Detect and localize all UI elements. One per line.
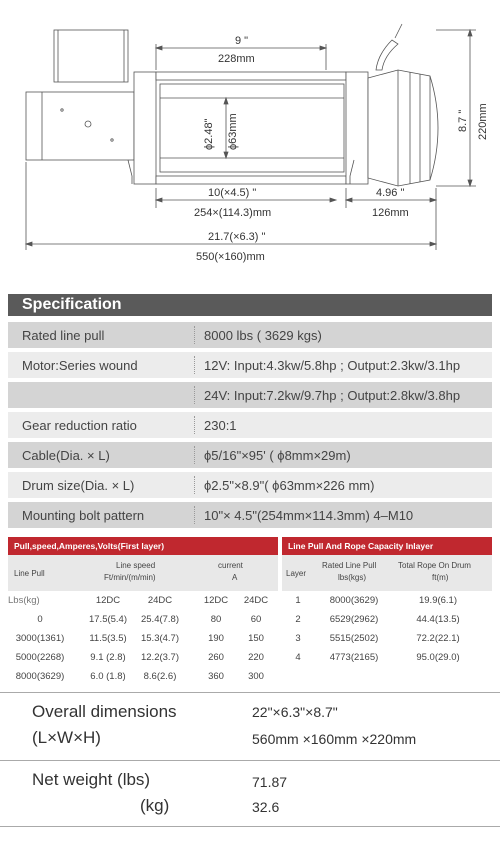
divider-bottom [0, 826, 500, 827]
spec-divider [194, 476, 195, 494]
unit-12dc-current: 12DC [203, 595, 229, 606]
dim-550mm: 550(×160)mm [196, 251, 265, 263]
spec-value: 230:1 [204, 418, 237, 433]
cell-rated: 5515(2502) [329, 633, 379, 644]
spec-row-motor-24v [8, 382, 492, 408]
cell-current-12: 190 [208, 633, 224, 644]
cell-total: 72.2(22.1) [416, 633, 460, 644]
cell-speed-24: 8.6(2.6) [143, 671, 177, 682]
cell-layer: 2 [295, 614, 301, 625]
unit-24dc-current: 24DC [243, 595, 269, 606]
dim-10x45in: 10(×4.5) " [208, 187, 257, 199]
spec-value: 10"× 4.5"(254mm×114.3mm) 4–M10 [204, 508, 414, 523]
dim-9in: 9 " [235, 35, 249, 47]
col-layer: Layer [286, 569, 307, 578]
net-weight-kg-value: 32.6 [252, 799, 280, 815]
net-weight-lbs-value: 71.87 [252, 774, 288, 790]
cell-speed-12: 9.1 (2.8) [90, 652, 126, 663]
cell-layer: 3 [295, 633, 301, 644]
spec-row-cable [8, 442, 492, 468]
cell-speed-12: 6.0 (1.8) [90, 671, 126, 682]
overall-dimensions-mm: 560mm ×160mm ×220mm [252, 731, 417, 747]
cell-current-12: 260 [208, 652, 224, 663]
spec-value: ϕ2.5"×8.9"( ϕ63mm×226 mm) [204, 478, 375, 493]
unit-12dc-speed: 12DC [95, 595, 121, 606]
divider-middle [0, 760, 500, 761]
dim-126mm: 126mm [372, 207, 409, 219]
spec-row-drum-size [8, 472, 492, 498]
spec-row-gear-ratio [8, 412, 492, 438]
cell-speed-24: 15.3(4.7) [140, 633, 180, 644]
spec-divider [194, 386, 195, 404]
col-line-speed-unit: Ft/min/(m/min) [104, 573, 156, 582]
cell-total: 95.0(29.0) [416, 652, 460, 663]
spec-value: ϕ5/16"×95' ( ϕ8mm×29m) [204, 448, 351, 463]
col-current-unit: A [232, 573, 238, 582]
rope-capacity-table-title: Line Pull And Rope Capacity Inlayer [288, 541, 434, 551]
spec-divider [194, 446, 195, 464]
cell-current-24: 60 [250, 614, 262, 625]
cell-speed-24: 25.4(7.8) [140, 614, 180, 625]
cell-current-24: 300 [248, 671, 264, 682]
spec-value: 12V: Input:4.3kw/5.8hp ; Output:2.3kw/3.1hp [204, 358, 461, 373]
overall-dimensions-label: Overall dimensions [32, 702, 177, 721]
spec-label: Drum size(Dia. × L) [22, 478, 135, 493]
spec-divider [194, 416, 195, 434]
rope-capacity-table-header [282, 537, 492, 555]
dim-220mm: 220mm [477, 103, 489, 140]
dim-phi-248in: ϕ2.48" [203, 118, 215, 150]
cell-layer: 1 [295, 595, 301, 606]
spec-divider [194, 506, 195, 524]
spec-label: Gear reduction ratio [22, 418, 137, 433]
dim-phi-63mm: ϕ63mm [227, 113, 239, 150]
spec-divider [194, 356, 195, 374]
divider-top [0, 692, 500, 693]
cell-current-24: 220 [248, 652, 264, 663]
unit-24dc-speed: 24DC [147, 595, 173, 606]
col-total-rope: Total Rope On Drum [398, 561, 471, 570]
spec-row-rated-line-pull [8, 322, 492, 348]
cell-rated: 4773(2165) [329, 652, 379, 663]
col-rated-line-pull: Rated Line Pull [322, 561, 377, 570]
pull-speed-table-title: Pull,speed,Amperes,Volts(First layer) [14, 541, 165, 551]
cell-total: 44.4(13.5) [416, 614, 460, 625]
specification-title: Specification [22, 296, 122, 313]
dim-254mm: 254×(114.3)mm [194, 207, 272, 219]
cell-current-24: 150 [248, 633, 264, 644]
dim-87in: 8.7 " [457, 109, 469, 132]
dim-228mm: 228mm [218, 53, 255, 65]
unit-lbs-kg: Lbs(kg) [8, 595, 40, 606]
cell-line-pull: 0 [37, 614, 43, 625]
spec-row-motor-12v [8, 352, 492, 378]
cell-rated: 8000(3629) [329, 595, 379, 606]
spec-value: 24V: Input:7.2kw/9.7hp ; Output:2.8kw/3.8hp [204, 388, 461, 403]
col-total-unit: ft(m) [432, 573, 449, 582]
spec-label: Rated line pull [22, 328, 105, 343]
cell-total: 19.9(6.1) [418, 595, 458, 606]
spec-value: 8000 lbs ( 3629 kgs) [204, 328, 322, 343]
rope-capacity-table-columns [282, 555, 492, 591]
col-current: current [218, 561, 243, 570]
dim-496in: 4.96 " [376, 187, 405, 199]
overall-dimensions-lwh-label: (L×W×H) [32, 728, 101, 747]
spec-label: Mounting bolt pattern [22, 508, 145, 523]
winch-technical-drawing [0, 0, 500, 270]
cell-line-pull: 8000(3629) [15, 671, 65, 682]
col-rated-unit: lbs(kgs) [338, 573, 367, 582]
cell-current-12: 360 [208, 671, 224, 682]
net-weight-label: Net weight (lbs) [32, 770, 151, 789]
cell-current-12: 80 [210, 614, 222, 625]
col-line-speed: Line speed [116, 561, 156, 570]
spec-divider [194, 326, 195, 344]
pull-speed-table-header [8, 537, 278, 555]
col-line-pull: Line Pull [14, 569, 45, 578]
cell-speed-12: 17.5(5.4) [88, 614, 128, 625]
cell-speed-24: 12.2(3.7) [140, 652, 180, 663]
pull-speed-table-columns [8, 555, 278, 591]
cell-rated: 6529(2962) [329, 614, 379, 625]
spec-label: Cable(Dia. × L) [22, 448, 110, 463]
overall-dimensions-inches: 22"×6.3"×8.7" [252, 704, 338, 720]
spec-label: Motor:Series wound [22, 358, 138, 373]
dim-217in: 21.7(×6.3) " [208, 231, 266, 243]
specification-header [8, 294, 492, 316]
cell-line-pull: 3000(1361) [15, 633, 65, 644]
cell-layer: 4 [295, 652, 301, 663]
net-weight-kg-label: (kg) [140, 796, 170, 815]
cell-speed-12: 11.5(3.5) [89, 633, 127, 644]
spec-row-mounting-bolt [8, 502, 492, 528]
cell-line-pull: 5000(2268) [15, 652, 65, 663]
